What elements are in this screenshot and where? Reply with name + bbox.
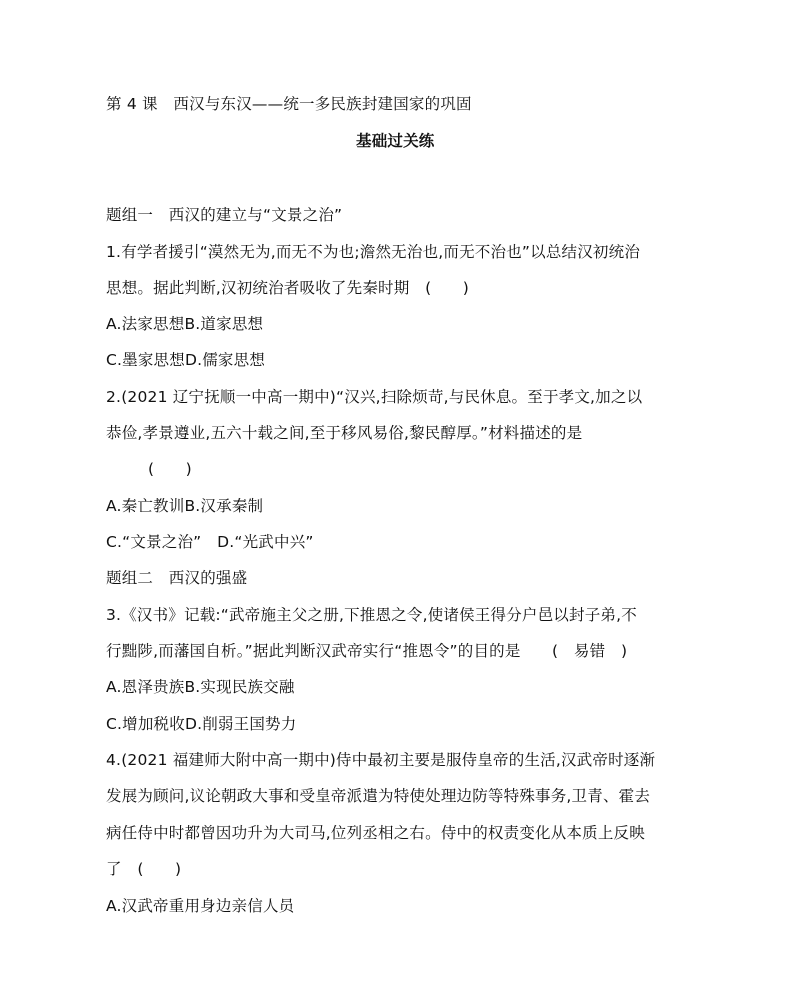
question-4-line-2: 发展为顾问,议论朝政大事和受皇帝派遣为特使处理边防等特殊事务,卫青、霍去 bbox=[106, 787, 651, 805]
lesson-title: 第 4 课 西汉与东汉——统一多民族封建国家的巩固 bbox=[106, 95, 472, 113]
question-4-line-3: 病任侍中时都曾因功升为大司马,位列丞相之右。侍中的权责变化从本质上反映 bbox=[106, 824, 645, 842]
question-4-line-1: 4.(2021 福建师大附中高一期中)侍中最初主要是服侍皇帝的生活,汉武帝时逐渐 bbox=[106, 751, 656, 769]
question-4-option-a: A.汉武帝重用身边亲信人员 bbox=[106, 897, 295, 915]
question-2-answer-bracket: ( ) bbox=[148, 460, 192, 478]
question-2-line-1: 2.(2021 辽宁抚顺一中高一期中)“汉兴,扫除烦苛,与民休息。至于孝文,加之以 bbox=[106, 388, 643, 406]
question-2-options-ab: A.秦亡教训B.汉承秦制 bbox=[106, 497, 264, 515]
question-2-line-2: 恭俭,孝景遵业,五六十载之间,至于移风易俗,黎民醇厚。”材料描述的是 bbox=[106, 424, 583, 442]
question-1-options-ab: A.法家思想B.道家思想 bbox=[106, 315, 264, 333]
question-4-line-4: 了 ( ) bbox=[106, 860, 182, 878]
question-3-line-1: 3.《汉书》记载:“武帝施主父之册,下推恩之令,使诸侯王得分户邑以封子弟,不 bbox=[106, 606, 637, 624]
section-subtitle: 基础过关练 bbox=[356, 132, 435, 150]
question-2-options-cd: C.“文景之治” D.“光武中兴” bbox=[106, 533, 314, 551]
question-3-line-2: 行黜陟,而藩国自析。”据此判断汉武帝实行“推恩令”的目的是 ( 易错 ) bbox=[106, 642, 628, 660]
group-heading-2: 题组二 西汉的强盛 bbox=[106, 569, 248, 587]
question-3-options-cd: C.增加税收D.削弱王国势力 bbox=[106, 715, 297, 733]
question-1-line-2: 思想。据此判断,汉初统治者吸收了先秦时期 ( ) bbox=[106, 279, 470, 297]
question-3-options-ab: A.恩泽贵族B.实现民族交融 bbox=[106, 678, 295, 696]
question-1-options-cd: C.墨家思想D.儒家思想 bbox=[106, 351, 266, 369]
group-heading-1: 题组一 西汉的建立与“文景之治” bbox=[106, 206, 343, 224]
question-1-line-1: 1.有学者援引“漠然无为,而无不为也;澹然无治也,而无不治也”以总结汉初统治 bbox=[106, 243, 641, 261]
